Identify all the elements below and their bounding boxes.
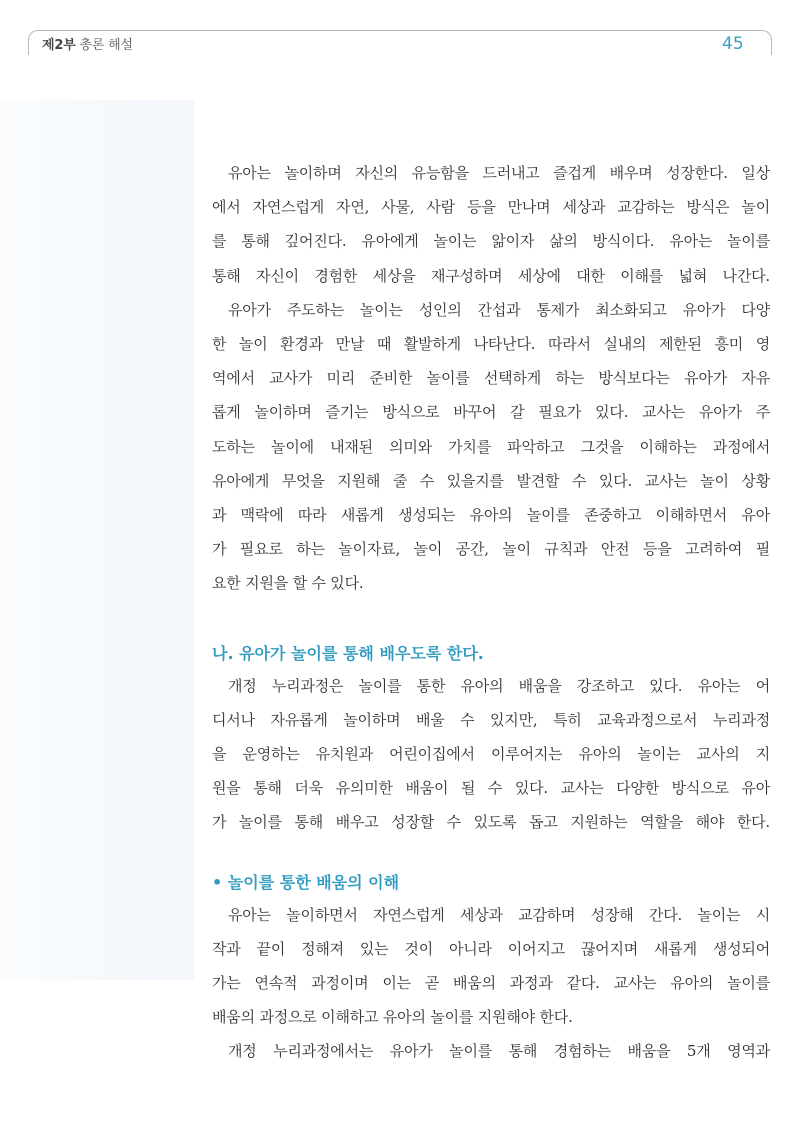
side-panel-background [0,100,194,980]
section-label: 총론 해설 [79,38,133,53]
paragraph-1 [212,156,770,293]
text-line: 역에서 교사가 미리 준비한 놀이를 선택하게 하는 방식보다는 유아가 자유 [212,369,770,388]
text-line: 를 통해 깊어진다. 유아에게 놀이는 앎이자 삶의 방식이다. 유아는 놀이를 [212,232,770,251]
text-line: 한 놀이 환경과 만날 때 활발하게 나타난다. 따라서 실내의 제한된 흥미 영 [212,335,770,354]
text-line: 원을 통해 더욱 유의미한 배움이 될 수 있다. 교사는 다양한 방식으로 유아 [212,779,770,798]
text-line: 배움의 과정으로 이해하고 유아의 놀이를 지원해야 한다. [212,1008,573,1027]
section-heading: 나. 유아가 놀이를 통해 배우도록 한다. [212,643,484,663]
paragraph-2 [212,293,770,601]
text-line: 유아는 놀이하며 자신의 유능함을 드러내고 즐겁게 배우며 성장한다. 일상 [228,164,770,182]
part-label: 제2부 [42,38,76,53]
text-line: 개정 누리과정은 놀이를 통한 유아의 배움을 강조하고 있다. 유아는 어 [228,676,770,695]
header-frame [28,30,772,55]
text-line: 개정 누리과정에서는 유아가 놀이를 통해 경험하는 배움을 5개 영역과 [228,1042,770,1061]
text-line: 디서나 자유롭게 놀이하며 배울 수 있지만, 특히 교육과정으로서 누리과정 [212,710,770,729]
text-line: 과 맥락에 따라 새롭게 생성되는 유아의 놀이를 존중하고 이해하면서 유아 [212,506,770,525]
text-line: 에서 자연스럽게 자연, 사물, 사람 등을 만나며 세상과 교감하는 방식은 놀이 [212,198,770,217]
text-line: 롭게 놀이하며 즐기는 방식으로 바꾸어 갈 필요가 있다. 교사는 유아가 주 [212,403,770,422]
text-line: 가 놀이를 통해 배우고 성장할 수 있도록 돕고 지원하는 역할을 해야 한다. [212,813,770,832]
text-line: 유아에게 무엇을 지원해 줄 수 있을지를 발견할 수 있다. 교사는 놀이 상황 [212,471,770,490]
text-line: 가 필요로 하는 놀이자료, 놀이 공간, 놀이 규칙과 안전 등을 고려하여 필 [212,540,770,559]
text-line: 요한 지원을 할 수 있다. [212,574,364,593]
text-line: 작과 끝이 정해져 있는 것이 아니라 이어지고 끊어지며 새롭게 생성되어 [212,939,770,958]
text-line: 통해 자신이 경험한 세상을 재구성하며 세상에 대한 이해를 넓혀 나간다. [212,266,770,285]
text-line: 을 운영하는 유치원과 어린이집에서 이루어지는 유아의 놀이는 교사의 지 [212,745,770,764]
text-line: 가는 연속적 과정이며 이는 곧 배움의 과정과 같다. 교사는 유아의 놀이를 [212,974,770,993]
paragraph-4 [212,898,770,1035]
text-line: 유아가 주도하는 놀이는 성인의 간섭과 통제가 최소화되고 유아가 다양 [228,300,770,319]
text-line: 유아는 놀이하면서 자연스럽게 세상과 교감하며 성장해 간다. 놀이는 시 [228,905,770,924]
subheading: • 놀이를 통한 배움의 이해 [212,872,400,892]
running-head [42,34,133,53]
paragraph-5 [212,1034,770,1068]
paragraph-3 [212,669,770,840]
page-content [212,156,770,1069]
text-line: 도하는 놀이에 내재된 의미와 가치를 파악하고 그것을 이해하는 과정에서 [212,437,770,456]
page-number: 45 [722,34,744,54]
